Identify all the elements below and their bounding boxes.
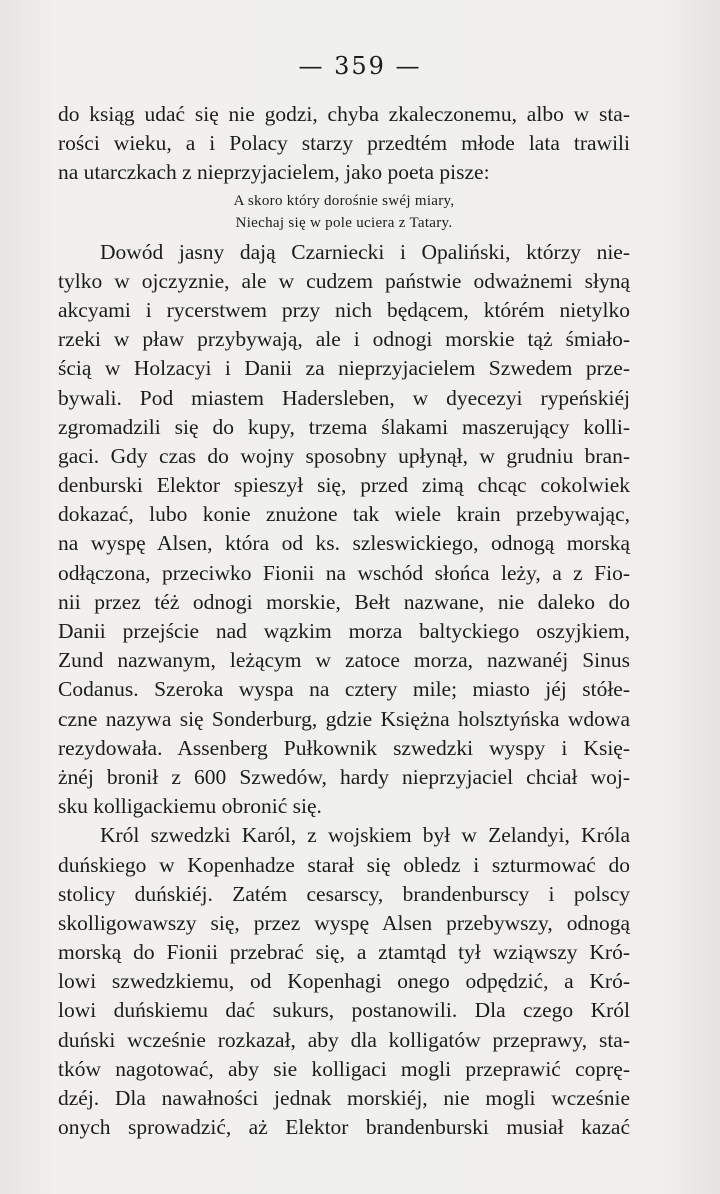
text-line: rości wieku, a i Polacy starzy przedtém młode lata trawili <box>58 131 630 156</box>
text-line: skolligowawszy się, przez wyspę Alsen przebywszy, odnogą <box>58 910 630 935</box>
paragraph-1 <box>58 238 630 822</box>
text-line: zgromadzili się do kupy, trzema ślakami maszerujący kolli- <box>58 414 630 439</box>
verse-quote <box>58 190 630 234</box>
text-line: Zund nazwanym, leżącym w zatoce morza, nazwanéj Sinus <box>58 648 630 673</box>
text-line: tylko w ojczyznie, ale w cudzem państwie odważnemi słyną <box>58 268 630 293</box>
text-line: bywali. Pod miastem Hadersleben, w dyecezyi rypeńskiéj <box>58 385 630 410</box>
text-line: tków nagotować, aby sie kolligaci mogli przeprawić coprę- <box>58 1056 630 1081</box>
text-line: gaci. Gdy czas do wojny sposobny upłynął, w grudniu bran- <box>58 443 630 468</box>
text-line: lowi duńskiemu dać sukurs, postanowili. Dla czego Król <box>58 998 630 1023</box>
text-line: odłączona, przeciwko Fionii na wschód słońca leży, a z Fio- <box>58 560 630 585</box>
text-line: Codanus. Szeroka wyspa na cztery mile; miasto jéj stółe- <box>58 677 630 702</box>
paragraph-2 <box>58 821 630 1142</box>
text-line: żnéj bronił z 600 Szwedów, hardy nieprzyjaciel chciał woj- <box>58 764 630 789</box>
text-line: ścią w Holzacyi i Danii za nieprzyjacielem Szwedem prze- <box>58 356 630 381</box>
text-line: akcyami i rycerstwem przy nich będącem, którém nietylko <box>58 297 630 322</box>
text-line: rzeki w pław przybywają, ale i odnogi morskie tąż śmiało- <box>58 327 630 352</box>
text-line: Król szwedzki Karól, z wojskiem był w Zelandyi, Króla <box>100 823 630 848</box>
text-line: duński wcześnie rozkazał, aby dla kolligatów przeprawy, sta- <box>58 1027 630 1052</box>
text-line: na wyspę Alsen, która od ks. szleswickiego, odnogą morską <box>58 531 630 556</box>
text-line: dzéj. Dla nawałności jednak morskiéj, nie mogli wcześnie <box>58 1086 630 1110</box>
text-line: denburski Elektor spieszył się, przed zimą chcąc cokolwiek <box>58 473 630 498</box>
text-line: duńskiego w Kopenhadze starał się obledz i szturmować do <box>58 852 630 877</box>
text-line: nii przez téż odnogi morskie, Bełt nazwane, nie daleko do <box>58 589 630 614</box>
text-line: onych sprowadzić, aż Elektor brandenburski musiał kazać <box>58 1115 630 1140</box>
page-number: — 359 — <box>298 52 422 80</box>
text-line: czne nazywa się Sonderburg, gdzie Księżna holsztyńska wdowa <box>58 706 630 731</box>
text-line: Dowód jasny dają Czarniecki i Opaliński, którzy nie- <box>100 239 630 264</box>
verse-line: A skoro który dorośnie swéj miary, <box>233 192 455 209</box>
text-line: sku kolligackiemu obronić się. <box>58 794 322 819</box>
text-line: do ksiąg udać się nie godzi, chyba zkaleczonemu, albo w sta- <box>58 102 630 126</box>
text-line: stolicy duńskiéj. Zatém cesarscy, brandenburscy i polscy <box>58 881 630 906</box>
text-line: rezydowała. Assenberg Pułkownik szwedzki wyspy i Księ- <box>58 735 630 760</box>
text-line: lowi szwedzkiemu, od Kopenhagi onego odpędzić, a Kró- <box>58 969 630 994</box>
body-text <box>58 100 630 1142</box>
text-line: Danii przejście nad wązkim morza baltyckiego oszyjkiem, <box>58 619 630 643</box>
text-line: na utarczkach z nieprzyjacielem, jako poeta pisze: <box>58 160 490 185</box>
text-line: dokazać, lubo konie znużone tak wiele krain przebywając, <box>58 502 630 527</box>
text-line: morską do Fionii przebrać się, a ztamtąd tył wziąwszy Kró- <box>58 940 630 965</box>
verse-line: Niechaj się w pole uciera z Tatary. <box>235 214 453 231</box>
